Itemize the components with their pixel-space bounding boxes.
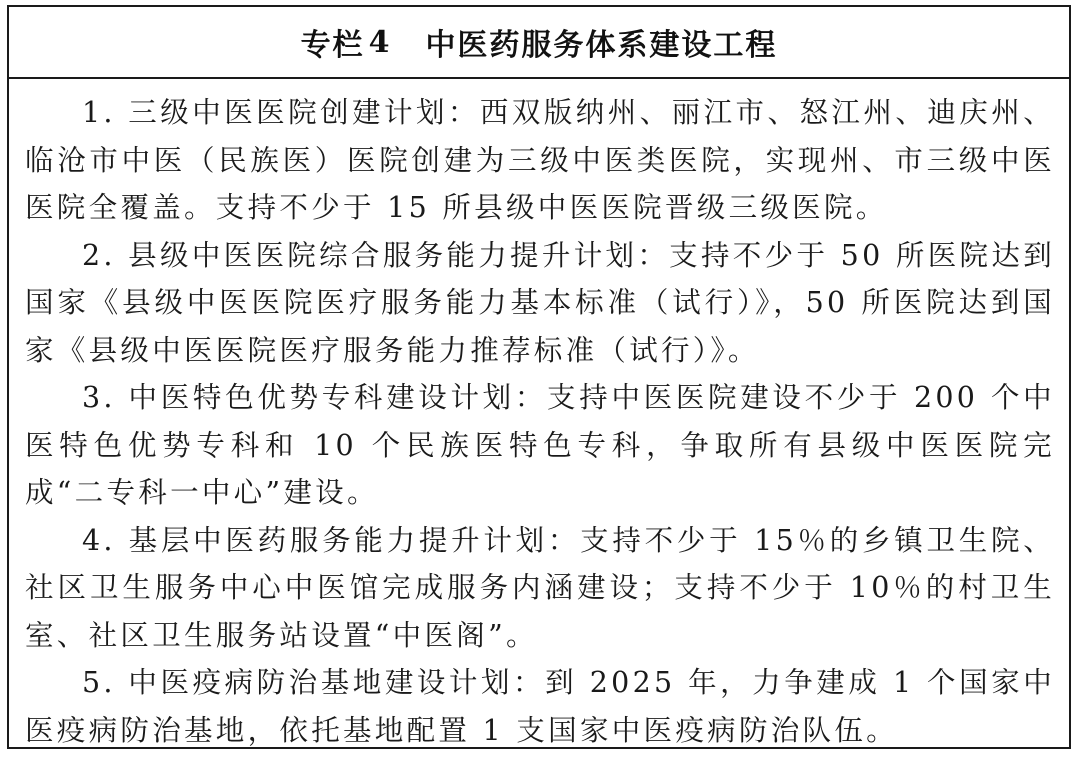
column-box: [7, 5, 1071, 749]
paragraph-4: 4. 基层中医药服务能力提升计划：支持不少于 15％的乡镇卫生院、社区卫生服务中心中医馆完成服务内涵建设；支持不少于 10％的村卫生室、社区卫生服务站设置“中医阁”。: [25, 523, 1055, 652]
paragraph-2: 2. 县级中医医院综合服务能力提升计划：支持不少于 50 所医院达到国家《县级中医医院医疗服务能力基本标准（试行）》，50 所医院达到国家《县级中医医院医疗服务能力推荐标准（试行）》。: [25, 238, 1055, 367]
column-title: 中医药服务体系建设工程: [425, 28, 778, 63]
paragraph-3: 3. 中医特色优势专科建设计划：支持中医医院建设不少于 200 个中医特色优势专科和 10 个民族医特色专科，争取所有县级中医医院完成“二专科一中心”建设。: [25, 381, 1055, 509]
column-content: [9, 79, 1069, 754]
column-label: 专栏: [300, 28, 365, 63]
paragraph-1: 1. 三级中医医院创建计划：西双版纳州、丽江市、怒江州、迪庆州、临沧市中医（民族医）医院创建为三级中医类医院，实现州、市三级中医医院全覆盖。支持不少于 15 所县级中医医院晋级三级医院。: [25, 96, 1055, 224]
paragraph-5: 5. 中医疫病防治基地建设计划：到 2025 年，力争建成 1 个国家中医疫病防治基地，依托基地配置 1 支国家中医疫病防治队伍。: [25, 666, 1055, 747]
column-header: [9, 7, 1069, 79]
column-number: 4: [368, 24, 392, 60]
